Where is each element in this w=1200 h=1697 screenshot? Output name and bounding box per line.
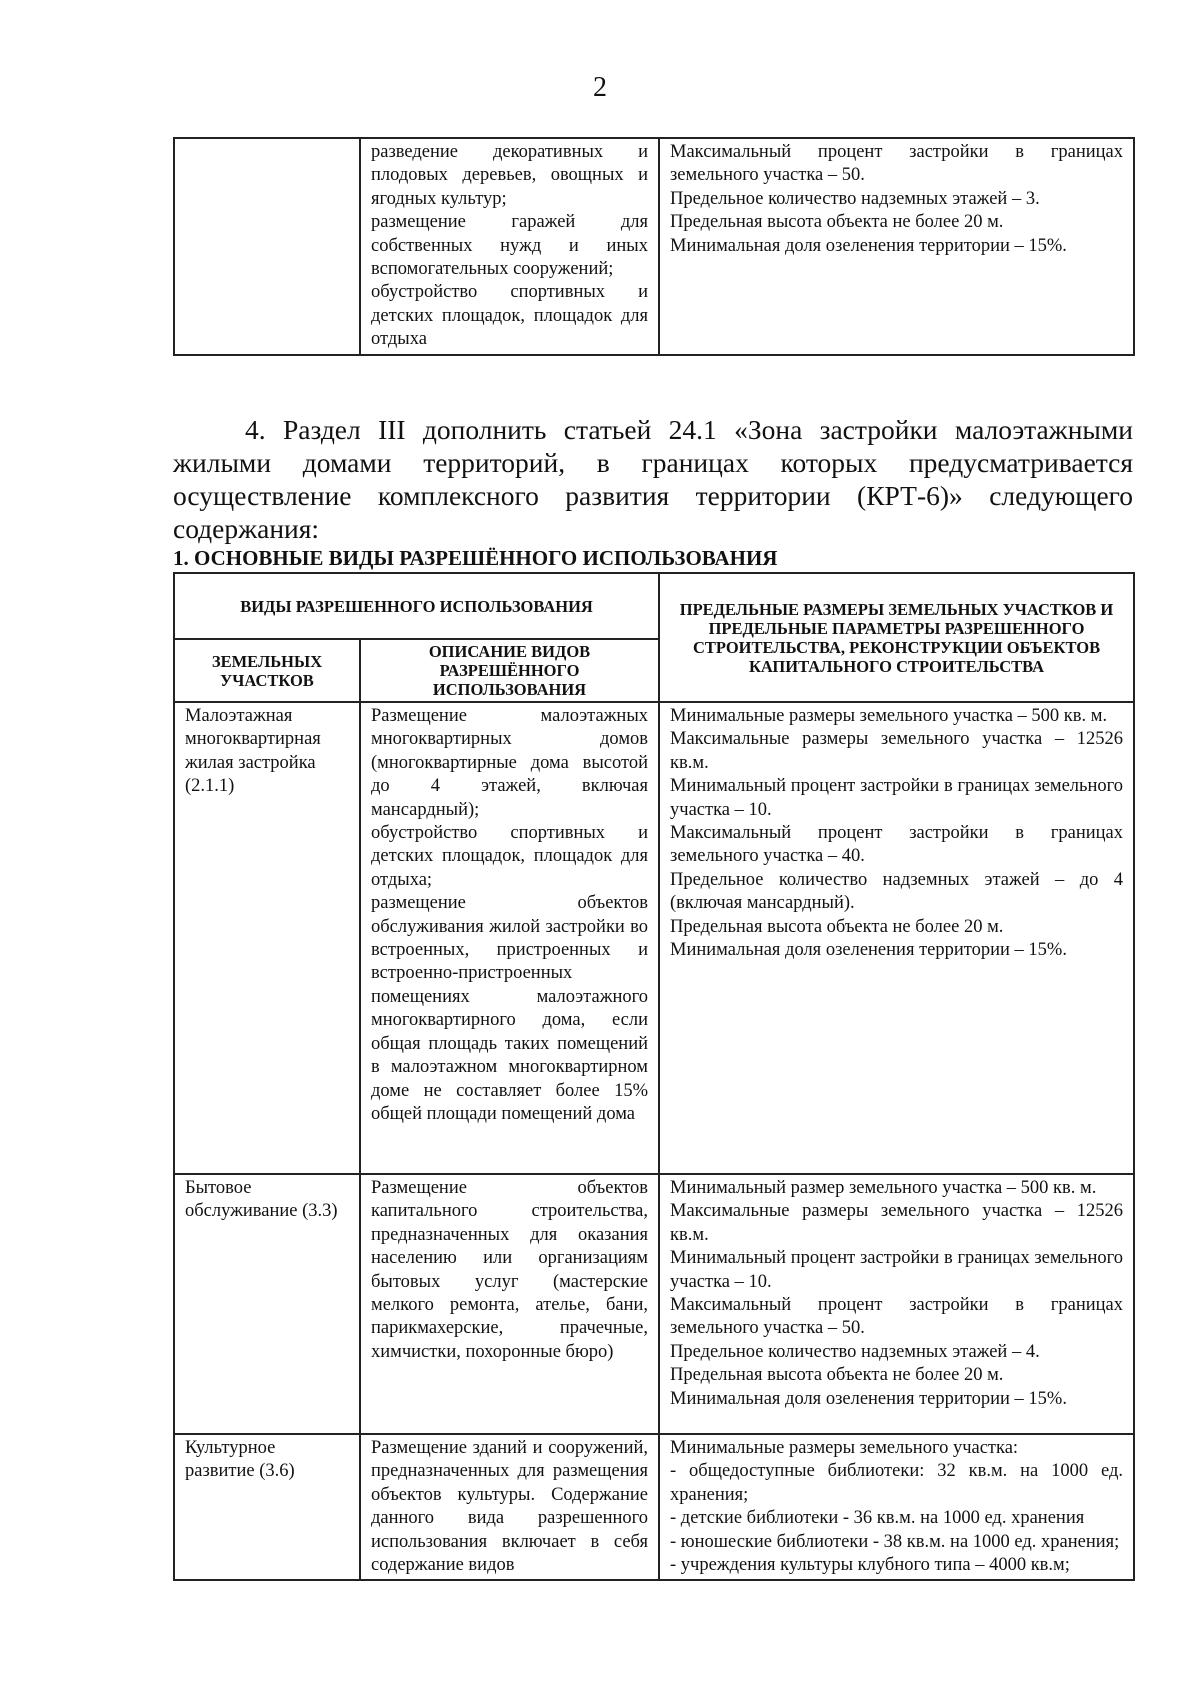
parameter-line: Минимальная доля озеленения территории – 15%. xyxy=(670,1388,1067,1409)
table-row xyxy=(174,138,1134,355)
parameter-line: Минимальный процент застройки в границах земельного участка – 10. xyxy=(670,776,1124,820)
amendment-paragraph: 4. Раздел III дополнить статьей 24.1 «Зона застройки малоэтажными жилыми домами территорий, в границах которых предусматривается осуществление комплексного развития территории (КРТ-6)» следующего содержания: xyxy=(173,414,1133,544)
parameter-line: Максимальный процент застройки в границах земельного участка – 50. xyxy=(670,1295,1124,1339)
table-cell-land-type: Культурное развитие (3.6) xyxy=(174,1434,360,1580)
parameter-line: Предельное количество надземных этажей – 3. xyxy=(670,188,1040,209)
description-line: Размещение объектов капитального строительства, предназначенных для оказания населению или организациям бытовых услуг (мастерские мелкого ремонта, ателье, бани, парикмахерские, прачечные, химчистки, похоронные бюро) xyxy=(371,1178,649,1362)
table-row xyxy=(174,1434,1134,1580)
parameter-line: Максимальные размеры земельного участка – 12526 кв.м. xyxy=(670,729,1124,773)
parameter-line: Минимальные размеры земельного участка – 500 кв. м. xyxy=(670,706,1108,726)
description-line: размещение объектов обслуживания жилой застройки во встроенных, пристроенных и встроенно-пристроенных помещениях малоэтажного многоквартирного дома, если общая площадь таких помещений в малоэтажном многоквартирном доме не составляет более 15% общей площади помещений дома xyxy=(371,893,649,1124)
section-heading: 1. ОСНОВНЫЕ ВИДЫ РАЗРЕШЁННОГО ИСПОЛЬЗОВАНИЯ xyxy=(173,546,778,570)
table-cell-land-type: Малоэтажная многоквартирная жилая застройка (2.1.1) xyxy=(174,702,360,1174)
description-line: размещение гаражей для собственных нужд и иных вспомогательных сооружений; xyxy=(371,212,648,280)
description-line: Размещение зданий и сооружений, предназначенных для размещения объектов культуры. Содержание данного вида разрешенного использования включает в себя содержание видов xyxy=(371,1438,649,1576)
permitted-use-table xyxy=(173,572,1135,1581)
table-row xyxy=(174,702,1134,1174)
table-cell-parameters xyxy=(659,1174,1134,1434)
description-line: Размещение малоэтажных многоквартирных домов (многоквартирные дома высотой до 4 этажей, включая мансардный); xyxy=(371,706,649,820)
parameter-line: - общедоступные библиотеки: 32 кв.м. на 1000 ед. хранения; xyxy=(670,1461,1124,1505)
parameter-line: - юношеские библиотеки - 38 кв.м. на 1000 ед. хранения; xyxy=(670,1531,1120,1552)
parameter-line: Минимальная доля озеленения территории – 15%. xyxy=(670,235,1067,256)
header-permitted-uses: ВИДЫ РАЗРЕШЕННОГО ИСПОЛЬЗОВАНИЯ xyxy=(174,573,659,639)
table-cell-land-type xyxy=(174,138,360,355)
table-cell-land-type: Бытовое обслуживание (3.3) xyxy=(174,1174,360,1434)
parameter-line: Минимальная доля озеленения территории – 15%. xyxy=(670,940,1067,961)
parameter-line: Предельное количество надземных этажей – 4. xyxy=(670,1341,1040,1362)
table-cell-parameters xyxy=(659,702,1134,1174)
table-cell-description xyxy=(360,702,659,1174)
table-cell-description xyxy=(360,1434,659,1580)
continuation-table xyxy=(173,137,1135,356)
parameter-line: Предельная высота объекта не более 20 м. xyxy=(670,916,1004,937)
parameter-line: Максимальные размеры земельного участка – 12526 кв.м. xyxy=(670,1201,1124,1245)
description-line: обустройство спортивных и детских площадок, площадок для отдыха xyxy=(371,282,648,350)
parameter-line: Максимальный процент застройки в границах земельного участка – 50. xyxy=(670,142,1123,186)
parameter-line: - детские библиотеки - 36 кв.м. на 1000 ед. хранения xyxy=(670,1508,1085,1529)
parameter-line: Предельное количество надземных этажей – до 4 (включая мансардный). xyxy=(670,869,1124,914)
header-land-plots: ЗЕМЕЛЬНЫХ УЧАСТКОВ xyxy=(174,639,360,702)
header-parameters: ПРЕДЕЛЬНЫЕ РАЗМЕРЫ ЗЕМЕЛЬНЫХ УЧАСТКОВ И ПРЕДЕЛЬНЫЕ ПАРАМЕТРЫ РАЗРЕШЕННОГО СТРОИТЕЛЬСТВА, РЕКОНСТРУКЦИИ ОБЪЕКТОВ КАПИТАЛЬНОГО СТРОИТЕЛЬСТВА xyxy=(659,573,1134,702)
header-description: ОПИСАНИЕ ВИДОВ РАЗРЕШЁННОГО ИСПОЛЬЗОВАНИЯ xyxy=(360,639,659,702)
table-header-row xyxy=(174,573,1134,639)
table-row xyxy=(174,1174,1134,1434)
parameter-line: Предельная высота объекта не более 20 м. xyxy=(670,1365,1004,1386)
parameter-line: Предельная высота объекта не более 20 м. xyxy=(670,212,1004,233)
parameter-line: - учреждения культуры клубного типа – 4000 кв.м; xyxy=(670,1555,1070,1576)
page-number: 2 xyxy=(593,72,607,103)
table-cell-description xyxy=(360,138,659,355)
table-cell-description xyxy=(360,1174,659,1434)
table-cell-parameters xyxy=(659,1434,1134,1580)
parameter-line: Максимальный процент застройки в границах земельного участка – 40. xyxy=(670,823,1124,867)
parameter-line: Минимальный размер земельного участка – 500 кв. м. xyxy=(670,1178,1097,1198)
parameter-line: Минимальные размеры земельного участка: xyxy=(670,1438,1019,1458)
table-cell-parameters xyxy=(659,138,1134,355)
description-line: обустройство спортивных и детских площадок, площадок для отдыха; xyxy=(371,823,649,890)
description-line: разведение декоративных и плодовых деревьев, овощных и ягодных культур; xyxy=(371,142,648,209)
parameter-line: Минимальный процент застройки в границах земельного участка – 10. xyxy=(670,1248,1124,1292)
